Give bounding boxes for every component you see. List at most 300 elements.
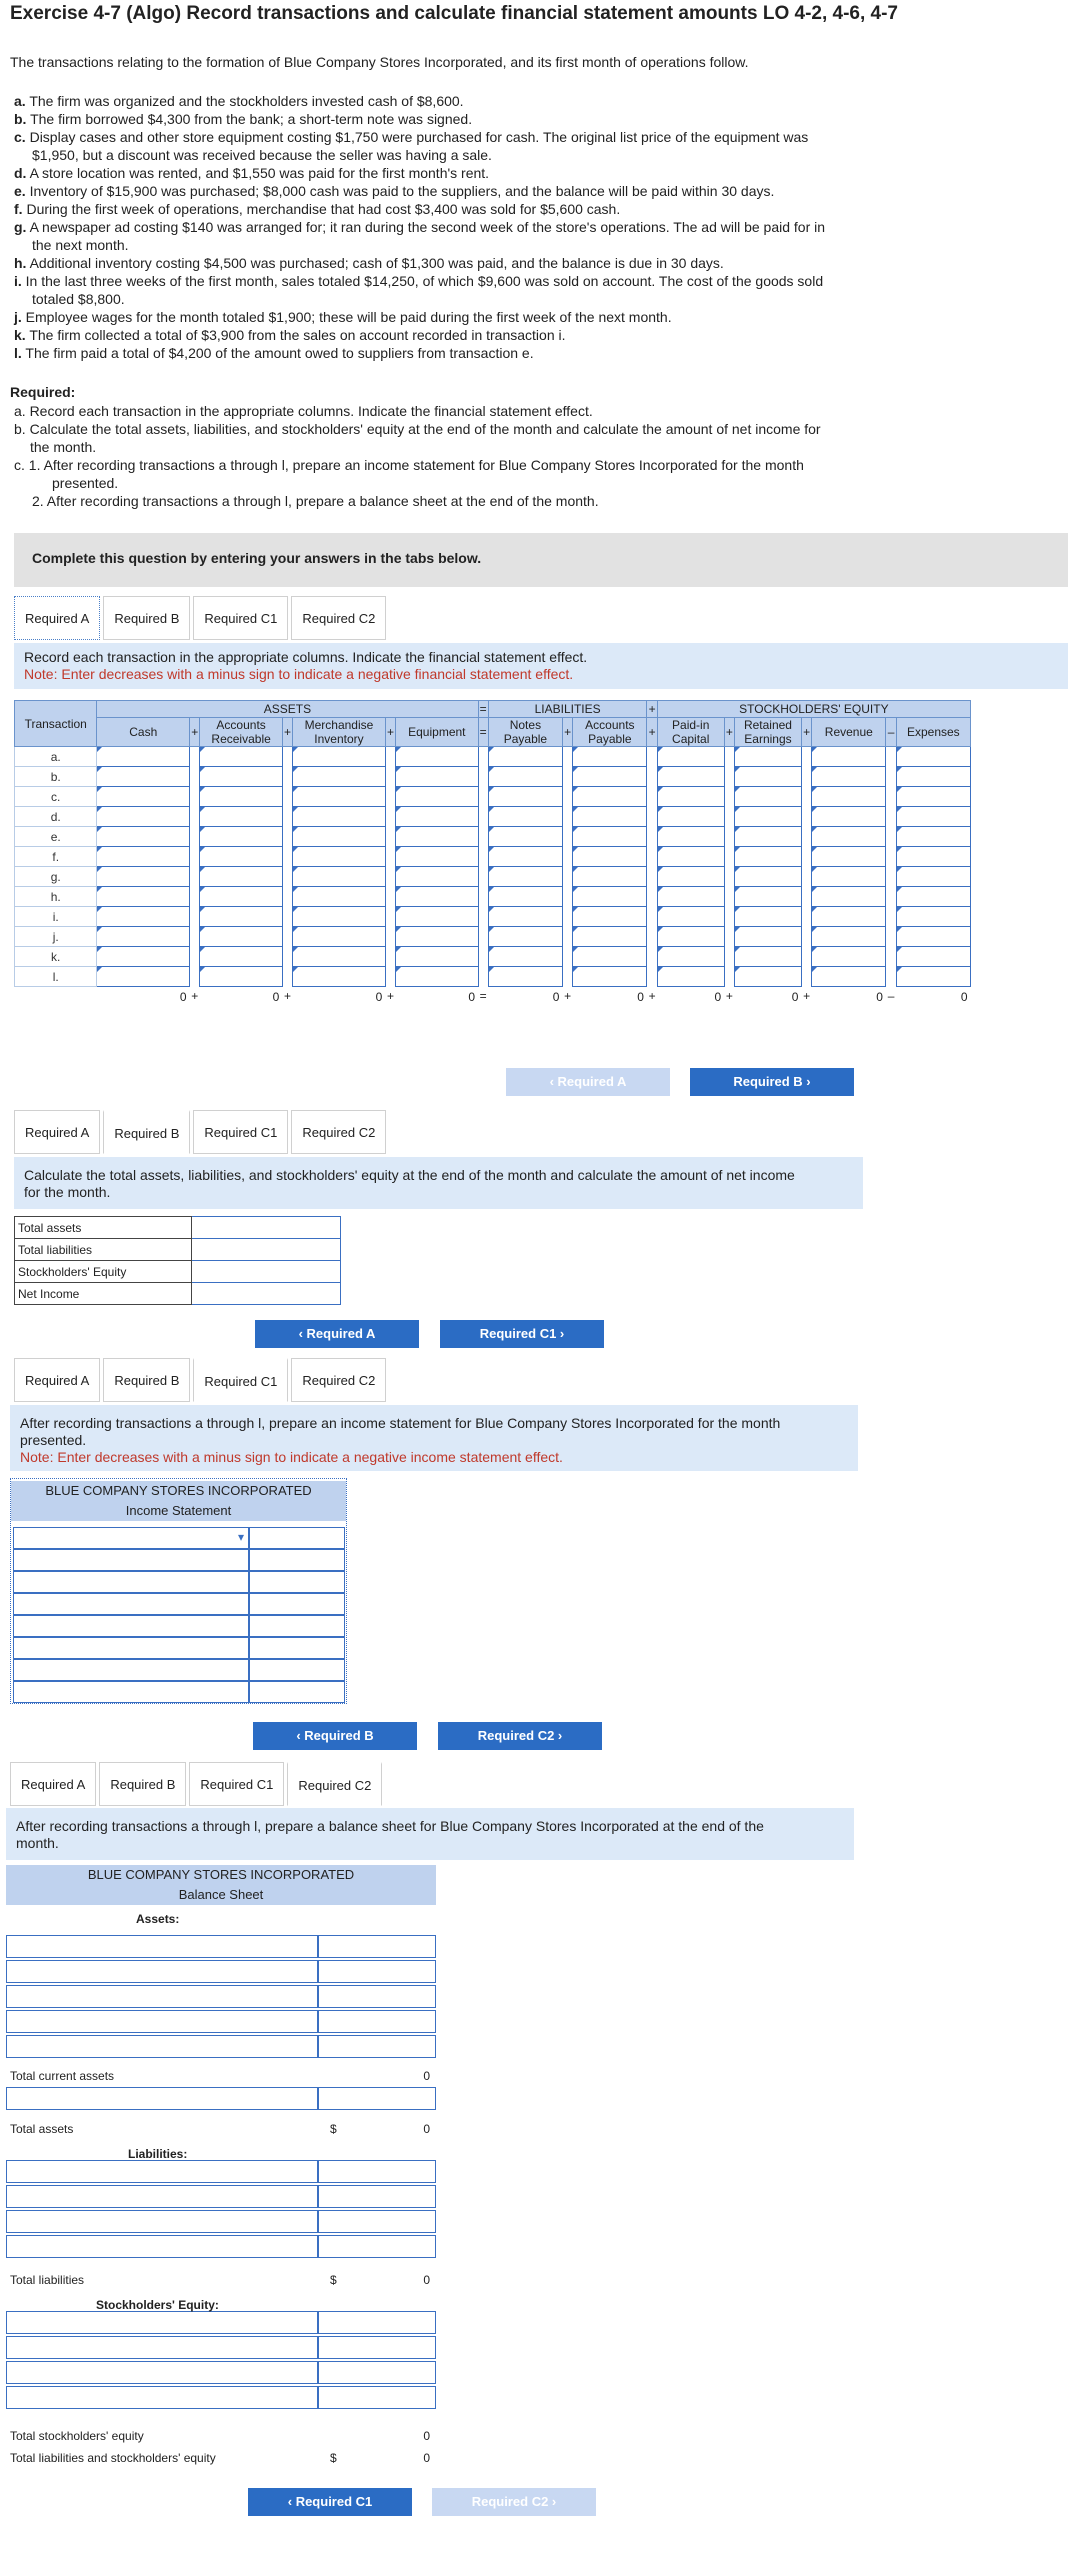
operator	[724, 887, 734, 907]
amount-input[interactable]	[488, 847, 562, 867]
operator	[647, 827, 657, 847]
amount-input[interactable]	[396, 847, 478, 867]
amount-input[interactable]	[200, 767, 282, 787]
amount-input[interactable]	[97, 787, 190, 807]
amount-input[interactable]	[657, 767, 724, 787]
column-total: 0	[179, 989, 187, 1004]
amount-input[interactable]	[812, 927, 886, 947]
amount-input[interactable]	[657, 907, 724, 927]
income-amount-input[interactable]	[249, 1681, 345, 1703]
operator	[385, 767, 395, 787]
amount-input[interactable]	[573, 747, 647, 767]
amount-input[interactable]	[812, 787, 886, 807]
amount-input[interactable]	[896, 867, 970, 887]
amount-input[interactable]	[734, 827, 801, 847]
net-income-input[interactable]	[192, 1283, 341, 1305]
amount-input[interactable]	[200, 887, 282, 907]
req-b-label: Net Income	[15, 1283, 192, 1305]
amount-input[interactable]	[896, 847, 970, 867]
operator	[647, 767, 657, 787]
bs-total-assets-value: 0	[423, 2122, 430, 2136]
amount-input[interactable]	[573, 967, 647, 987]
page-title: Exercise 4-7 (Algo) Record transactions and calculate financial statement amounts LO 4-2, 4-6, 4-7	[10, 3, 898, 24]
bs-account-input[interactable]	[6, 2087, 318, 2110]
transaction-line	[14, 218, 825, 236]
transaction-text: In the last three weeks of the first month, sales totaled $14,250, of which $9,600 was sold on account. The cost of the goods sold	[25, 273, 824, 289]
tab-required-b-c1[interactable]: Required B	[103, 1358, 190, 1402]
amount-input[interactable]	[657, 747, 724, 767]
tab-required-c1[interactable]: Required C1	[193, 596, 288, 640]
income-company-name: BLUE COMPANY STORES INCORPORATED	[11, 1481, 346, 1501]
amount-input[interactable]	[488, 927, 562, 947]
operator	[385, 947, 395, 967]
operator	[724, 967, 734, 987]
transaction-line	[14, 128, 808, 146]
amount-input[interactable]	[573, 767, 647, 787]
bs-total-equity-value: 0	[423, 2429, 430, 2443]
group-eq: =	[479, 702, 487, 716]
amount-input[interactable]	[812, 947, 886, 967]
amount-input[interactable]	[293, 947, 386, 967]
amount-input[interactable]	[896, 967, 970, 987]
income-account-select[interactable]	[13, 1527, 249, 1549]
amount-input[interactable]	[896, 747, 970, 767]
amount-input[interactable]	[812, 747, 886, 767]
amount-input[interactable]	[657, 927, 724, 947]
amount-input[interactable]	[812, 807, 886, 827]
operator	[562, 967, 572, 987]
amount-input[interactable]	[734, 867, 801, 887]
bs-amount-input[interactable]	[318, 2087, 436, 2110]
amount-input[interactable]	[812, 967, 886, 987]
amount-input[interactable]	[293, 927, 386, 947]
amount-input[interactable]	[896, 927, 970, 947]
tab-required-a-c2[interactable]: Required A	[10, 1762, 96, 1806]
bs-amount-input[interactable]	[318, 1935, 436, 1958]
amount-input[interactable]	[488, 787, 562, 807]
operator	[282, 827, 292, 847]
column-total: 0	[468, 989, 476, 1004]
table-row	[15, 827, 971, 847]
req-b-prev-button[interactable]: ‹ Required A	[255, 1320, 419, 1348]
amount-input[interactable]	[488, 887, 562, 907]
income-account-input[interactable]	[13, 1615, 249, 1637]
amount-input[interactable]	[97, 867, 190, 887]
amount-input[interactable]	[396, 927, 478, 947]
row-label: d.	[15, 807, 97, 827]
tab-required-c2[interactable]: Required C2	[291, 596, 386, 640]
operator	[190, 807, 200, 827]
operator	[282, 847, 292, 867]
operator	[724, 907, 734, 927]
amount-input[interactable]	[396, 947, 478, 967]
total-operator: =	[479, 989, 487, 1004]
amount-input[interactable]	[734, 967, 801, 987]
tab-required-b-b[interactable]: Required B	[103, 1110, 190, 1154]
amount-input[interactable]	[812, 867, 886, 887]
amount-input[interactable]	[657, 807, 724, 827]
stockholders-equity-input[interactable]	[192, 1261, 341, 1283]
transaction-text: The firm borrowed $4,300 from the bank; a short-term note was signed.	[30, 111, 473, 127]
transaction-text: Display cases and other store equipment costing $1,750 were purchased for cash. The original list price of the equipment was	[29, 129, 809, 145]
req-c2-next-button[interactable]: Required C2 ›	[432, 2488, 596, 2516]
operator	[190, 887, 200, 907]
amount-input[interactable]	[293, 787, 386, 807]
income-amount-input[interactable]	[249, 1593, 345, 1615]
amount-input[interactable]	[200, 927, 282, 947]
total-liabilities-input[interactable]	[192, 1239, 341, 1261]
req-c1-next-button[interactable]: Required C2 ›	[438, 1722, 602, 1750]
amount-input[interactable]	[488, 967, 562, 987]
operator	[886, 947, 896, 967]
amount-input[interactable]	[293, 807, 386, 827]
amount-input[interactable]	[812, 827, 886, 847]
amount-input[interactable]	[573, 827, 647, 847]
amount-input[interactable]	[573, 867, 647, 887]
bs-amount-input[interactable]	[318, 2160, 436, 2183]
amount-input[interactable]	[97, 747, 190, 767]
operator	[724, 747, 734, 767]
transaction-letter: b.	[14, 111, 27, 127]
bs-amount-input[interactable]	[318, 1985, 436, 2008]
transaction-line	[14, 182, 774, 200]
req-a-prev-button[interactable]: ‹ Required A	[506, 1068, 670, 1096]
amount-input[interactable]	[573, 847, 647, 867]
row-label: i.	[15, 907, 97, 927]
req-c2-prev-button[interactable]: ‹ Required C1	[248, 2488, 412, 2516]
operator	[385, 967, 395, 987]
amount-input[interactable]	[200, 967, 282, 987]
row-label: a.	[15, 747, 97, 767]
req-a-instruction-text: Record each transaction in the appropriate columns. Indicate the financial statement effect.	[24, 649, 588, 665]
table-row	[15, 847, 971, 867]
amount-input[interactable]	[573, 947, 647, 967]
operator	[886, 787, 896, 807]
operator	[724, 807, 734, 827]
amount-input[interactable]	[293, 767, 386, 787]
amount-input[interactable]	[657, 827, 724, 847]
tab-required-a[interactable]: Required A	[14, 596, 100, 640]
col-transaction: Transaction	[15, 701, 97, 747]
amount-input[interactable]	[293, 847, 386, 867]
bs-account-input[interactable]	[6, 2210, 318, 2233]
bs-account-input[interactable]	[6, 2336, 318, 2359]
bs-account-input[interactable]	[6, 1935, 318, 1958]
bs-account-input[interactable]	[6, 2035, 318, 2058]
amount-input[interactable]	[657, 867, 724, 887]
tab-required-c2-c1[interactable]: Required C2	[291, 1358, 386, 1402]
totals-row	[15, 987, 971, 1007]
tab-required-c1-c2[interactable]: Required C1	[189, 1762, 284, 1806]
bs-account-input[interactable]	[6, 2311, 318, 2334]
bs-account-input[interactable]	[6, 2185, 318, 2208]
income-account-input[interactable]	[13, 1549, 249, 1571]
amount-input[interactable]	[488, 767, 562, 787]
bs-amount-input[interactable]	[318, 2210, 436, 2233]
bs-amount-input[interactable]	[318, 2361, 436, 2384]
column-total: 0	[637, 989, 644, 1004]
operator	[282, 927, 292, 947]
operator	[385, 807, 395, 827]
amount-input[interactable]	[896, 887, 970, 907]
income-account-input[interactable]	[13, 1681, 249, 1703]
total-operator: +	[283, 989, 291, 1004]
amount-input[interactable]	[488, 807, 562, 827]
operator	[886, 867, 896, 887]
operator	[724, 787, 734, 807]
bs-account-input[interactable]	[6, 1960, 318, 1983]
amount-input[interactable]	[488, 867, 562, 887]
amount-input[interactable]	[812, 767, 886, 787]
amount-input[interactable]	[200, 847, 282, 867]
amount-input[interactable]	[734, 747, 801, 767]
amount-input[interactable]	[896, 827, 970, 847]
total-operator: +	[191, 989, 199, 1004]
bs-account-input[interactable]	[6, 2010, 318, 2033]
tab-required-b[interactable]: Required B	[103, 596, 190, 640]
col-merchandise-inventory: Merchandise Inventory	[293, 718, 386, 747]
req-c1-prev-button[interactable]: ‹ Required B	[253, 1722, 417, 1750]
operator	[647, 787, 657, 807]
transaction-text: A newspaper ad costing $140 was arranged for; it ran during the second week of the store's operations. The ad will be paid for in	[29, 219, 826, 235]
amount-input[interactable]	[396, 827, 478, 847]
income-account-input[interactable]	[13, 1571, 249, 1593]
bs-total-current-assets-value: 0	[423, 2069, 430, 2083]
col-revenue: Revenue	[812, 718, 886, 747]
required-c2-text: 2. After recording transactions a through l, prepare a balance sheet at the end of the month.	[32, 493, 599, 509]
row-label: f.	[15, 847, 97, 867]
amount-input[interactable]	[734, 907, 801, 927]
transaction-line	[14, 110, 472, 128]
bs-account-input[interactable]	[6, 2235, 318, 2258]
table-row	[15, 907, 971, 927]
tab-required-a-c1[interactable]: Required A	[14, 1358, 100, 1402]
income-amount-input[interactable]	[249, 1549, 345, 1571]
amount-input[interactable]	[200, 807, 282, 827]
bs-account-input[interactable]	[6, 2361, 318, 2384]
row-label: j.	[15, 927, 97, 947]
transaction-text: A store location was rented, and $1,550 was paid for the first month's rent.	[29, 165, 490, 181]
amount-input[interactable]	[488, 747, 562, 767]
operator	[647, 747, 657, 767]
row-label: g.	[15, 867, 97, 887]
operator	[724, 767, 734, 787]
amount-input[interactable]	[97, 847, 190, 867]
intro-text: The transactions relating to the formation of Blue Company Stores Incorporated, and its first month of operations follow.	[10, 54, 749, 70]
required-b-text-2: the month.	[30, 439, 97, 455]
total-assets-input[interactable]	[192, 1217, 341, 1239]
amount-input[interactable]	[734, 887, 801, 907]
operator	[886, 747, 896, 767]
bs-account-input[interactable]	[6, 2160, 318, 2183]
operator	[562, 947, 572, 967]
col-accounts-receivable: Accounts Receivable	[200, 718, 282, 747]
col-retained-earnings: Retained Earnings	[734, 718, 801, 747]
transaction-text: the next month.	[32, 237, 129, 253]
bs-assets-heading: Assets:	[136, 1912, 180, 1926]
amount-input[interactable]	[293, 887, 386, 907]
amount-input[interactable]	[396, 767, 478, 787]
bs-account-input[interactable]	[6, 1985, 318, 2008]
amount-input[interactable]	[896, 907, 970, 927]
tab-required-a-b[interactable]: Required A	[14, 1110, 100, 1154]
bs-company-name: BLUE COMPANY STORES INCORPORATED	[6, 1865, 436, 1885]
amount-input[interactable]	[734, 767, 801, 787]
column-total: 0	[876, 989, 883, 1004]
income-amount-input[interactable]	[249, 1637, 345, 1659]
amount-input[interactable]	[896, 807, 970, 827]
bs-amount-input[interactable]	[318, 2035, 436, 2058]
req-a-next-button[interactable]: Required B ›	[690, 1068, 854, 1096]
amount-input[interactable]	[293, 747, 386, 767]
amount-input[interactable]	[97, 827, 190, 847]
table-row	[15, 867, 971, 887]
amount-input[interactable]	[573, 807, 647, 827]
amount-input[interactable]	[657, 887, 724, 907]
income-amount-input[interactable]	[249, 1527, 345, 1549]
amount-input[interactable]	[396, 747, 478, 767]
amount-input[interactable]	[488, 907, 562, 927]
operator	[478, 947, 488, 967]
column-total: 0	[791, 989, 799, 1004]
operator	[562, 867, 572, 887]
transaction-letter: k.	[14, 327, 26, 343]
amount-input[interactable]	[812, 887, 886, 907]
amount-input[interactable]	[200, 827, 282, 847]
operator	[282, 887, 292, 907]
income-account-input[interactable]	[13, 1593, 249, 1615]
req-c1-next-label: Required C2	[477, 1728, 555, 1743]
amount-input[interactable]	[812, 907, 886, 927]
bs-amount-input[interactable]	[318, 2185, 436, 2208]
operator	[385, 887, 395, 907]
amount-input[interactable]	[97, 967, 190, 987]
bs-amount-input[interactable]	[318, 2336, 436, 2359]
amount-input[interactable]	[657, 847, 724, 867]
operator	[190, 787, 200, 807]
income-account-input[interactable]	[13, 1637, 249, 1659]
income-statement-title: Income Statement	[11, 1501, 346, 1521]
tab-required-c1-c1[interactable]: Required C1	[193, 1358, 288, 1402]
amount-input[interactable]	[396, 967, 478, 987]
bs-amount-input[interactable]	[318, 2010, 436, 2033]
amount-input[interactable]	[657, 967, 724, 987]
req-a-prev-label: Required A	[557, 1074, 627, 1089]
row-label: b.	[15, 767, 97, 787]
amount-input[interactable]	[200, 867, 282, 887]
amount-input[interactable]	[200, 907, 282, 927]
bs-account-input[interactable]	[6, 2386, 318, 2409]
amount-input[interactable]	[396, 867, 478, 887]
amount-input[interactable]	[293, 827, 386, 847]
amount-input[interactable]	[97, 887, 190, 907]
req-b-next-button[interactable]: Required C1 ›	[440, 1320, 604, 1348]
amount-input[interactable]	[293, 867, 386, 887]
amount-input[interactable]	[396, 887, 478, 907]
amount-input[interactable]	[573, 887, 647, 907]
bs-total-liabilities: Total liabilities	[10, 2273, 85, 2287]
transaction-text: $1,950, but a discount was received because the seller was having a sale.	[32, 147, 492, 163]
transaction-line	[14, 308, 672, 326]
bs-amount-input[interactable]	[318, 2386, 436, 2409]
bs-amount-input[interactable]	[318, 1960, 436, 1983]
income-amount-input[interactable]	[249, 1659, 345, 1681]
operator	[282, 867, 292, 887]
amount-input[interactable]	[657, 787, 724, 807]
amount-input[interactable]	[97, 907, 190, 927]
amount-input[interactable]	[734, 947, 801, 967]
tab-required-b-c2[interactable]: Required B	[99, 1762, 186, 1806]
bs-amount-input[interactable]	[318, 2311, 436, 2334]
amount-input[interactable]	[97, 807, 190, 827]
amount-input[interactable]	[812, 847, 886, 867]
operator	[562, 927, 572, 947]
amount-input[interactable]	[896, 787, 970, 807]
transaction-letter: i.	[14, 273, 22, 289]
amount-input[interactable]	[734, 807, 801, 827]
amount-input[interactable]	[200, 747, 282, 767]
operator	[801, 767, 811, 787]
transaction-line	[32, 146, 492, 164]
amount-input[interactable]	[293, 907, 386, 927]
column-total: 0	[272, 989, 280, 1004]
amount-input[interactable]	[396, 807, 478, 827]
income-account-input[interactable]	[13, 1659, 249, 1681]
amount-input[interactable]	[734, 847, 801, 867]
amount-input[interactable]	[97, 927, 190, 947]
transaction-letter: e.	[14, 183, 26, 199]
amount-input[interactable]	[573, 927, 647, 947]
amount-input[interactable]	[200, 787, 282, 807]
amount-input[interactable]	[293, 967, 386, 987]
req-b-instruction-1: Calculate the total assets, liabilities, and stockholders' equity at the end of the month and calculate the amount of net income	[24, 1167, 795, 1183]
amount-input[interactable]	[488, 827, 562, 847]
amount-input[interactable]	[396, 907, 478, 927]
req-c2-instruction-2: month.	[16, 1835, 59, 1851]
operator	[801, 907, 811, 927]
tab-required-c2-c2[interactable]: Required C2	[287, 1762, 382, 1806]
income-amount-input[interactable]	[249, 1571, 345, 1593]
transaction-line	[14, 164, 489, 182]
amount-input[interactable]	[896, 947, 970, 967]
tab-required-c2-b[interactable]: Required C2	[291, 1110, 386, 1154]
amount-input[interactable]	[396, 787, 478, 807]
amount-input[interactable]	[200, 947, 282, 967]
bs-total-current-assets: Total current assets	[10, 2069, 115, 2083]
amount-input[interactable]	[734, 787, 801, 807]
amount-input[interactable]	[573, 907, 647, 927]
amount-input[interactable]	[734, 927, 801, 947]
operator	[282, 787, 292, 807]
amount-input[interactable]	[488, 947, 562, 967]
operator	[647, 807, 657, 827]
col-accounts-payable: Accounts Payable	[573, 718, 647, 747]
amount-input[interactable]	[97, 767, 190, 787]
operator	[801, 827, 811, 847]
bs-amount-input[interactable]	[318, 2235, 436, 2258]
required-c1-text: c. 1. After recording transactions a through l, prepare an income statement for Blue Company Stores Incorporated for the month	[14, 457, 804, 473]
column-total: 0	[714, 989, 722, 1004]
income-amount-input[interactable]	[249, 1615, 345, 1637]
column-total: 0	[552, 989, 560, 1004]
operator	[562, 747, 572, 767]
amount-input[interactable]	[573, 787, 647, 807]
tab-required-c1-b[interactable]: Required C1	[193, 1110, 288, 1154]
transaction-letter: f.	[14, 201, 23, 217]
amount-input[interactable]	[657, 947, 724, 967]
amount-input[interactable]	[896, 767, 970, 787]
amount-input[interactable]	[97, 947, 190, 967]
